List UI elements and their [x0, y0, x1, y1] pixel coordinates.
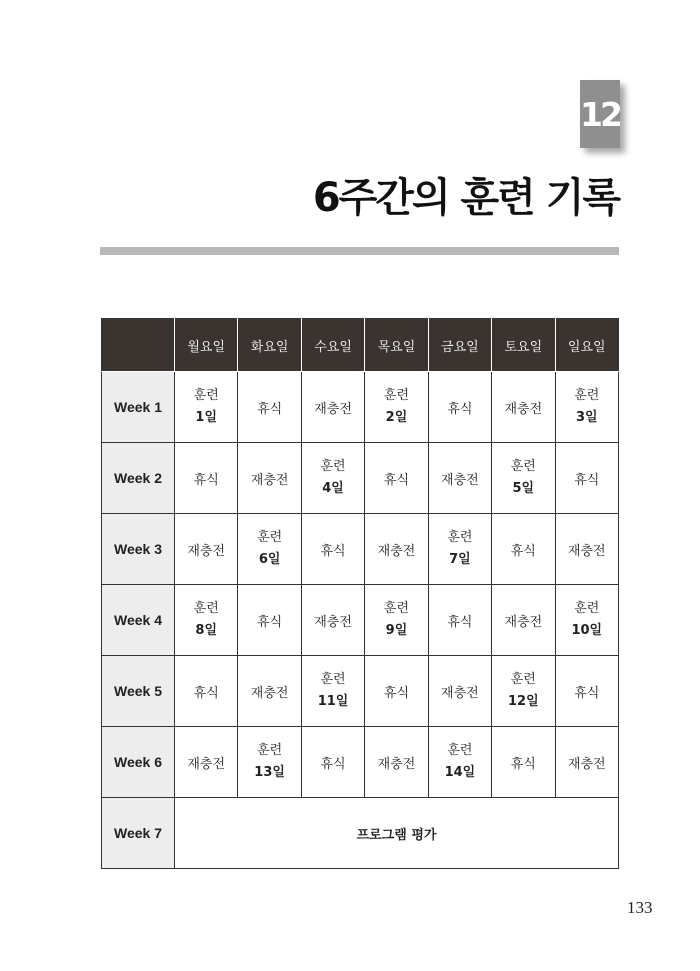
training-cell — [492, 656, 555, 727]
page-title: 6주간의 훈련 기록 — [312, 175, 619, 221]
rest-cell: 휴식 — [365, 656, 428, 727]
schedule-body — [102, 372, 619, 869]
training-label: 훈련 — [257, 530, 283, 545]
training-cell — [555, 585, 618, 656]
header-day: 수요일 — [301, 319, 364, 372]
training-day-number: 3일 — [575, 410, 598, 425]
training-label: 훈련 — [510, 672, 536, 687]
rest-cell: 휴식 — [555, 656, 618, 727]
rest-cell: 휴식 — [365, 443, 428, 514]
rest-cell: 휴식 — [492, 514, 555, 585]
training-cell — [428, 727, 491, 798]
training-label: 훈련 — [574, 601, 600, 616]
training-day-number: 5일 — [512, 481, 535, 496]
recharge-cell: 재충전 — [555, 727, 618, 798]
week-row-3 — [102, 514, 619, 585]
recharge-cell: 재충전 — [238, 443, 301, 514]
training-day-number: 11일 — [317, 694, 349, 709]
training-cell — [175, 585, 238, 656]
header-row — [102, 319, 619, 372]
recharge-cell: 재충전 — [301, 585, 364, 656]
week-label: Week 7 — [102, 798, 175, 869]
training-day-number: 13일 — [254, 765, 285, 780]
chapter-number-badge: 12 — [580, 80, 620, 148]
training-day-number: 8일 — [195, 623, 218, 638]
recharge-cell: 재충전 — [365, 727, 428, 798]
training-day-number: 4일 — [322, 481, 344, 496]
week-label: Week 2 — [102, 443, 175, 514]
training-day-number: 2일 — [385, 410, 408, 425]
training-cell — [301, 656, 364, 727]
training-day-number: 1일 — [195, 410, 218, 425]
training-label: 훈련 — [383, 388, 410, 403]
training-day-number: 9일 — [385, 623, 408, 638]
training-cell — [428, 514, 491, 585]
training-label: 훈련 — [510, 459, 536, 474]
recharge-cell: 재충전 — [365, 514, 428, 585]
week-row-5 — [102, 656, 619, 727]
training-label: 훈련 — [320, 459, 346, 474]
training-day-number: 7일 — [449, 552, 471, 567]
recharge-cell: 재충전 — [555, 514, 618, 585]
training-cell — [238, 727, 301, 798]
header-day: 토요일 — [492, 319, 555, 372]
page-number: 133 — [627, 898, 653, 917]
training-cell — [301, 443, 364, 514]
rest-cell: 휴식 — [555, 443, 618, 514]
week-label: Week 6 — [102, 727, 175, 798]
rest-cell: 휴식 — [301, 514, 364, 585]
rest-cell: 휴식 — [175, 656, 238, 727]
training-label: 훈련 — [574, 388, 600, 403]
training-day-number: 10일 — [571, 623, 603, 638]
week-row-1 — [102, 372, 619, 443]
rest-cell: 휴식 — [238, 372, 301, 443]
recharge-cell: 재충전 — [428, 443, 491, 514]
rest-cell: 휴식 — [175, 443, 238, 514]
training-label: 훈련 — [447, 530, 473, 545]
header-day: 목요일 — [365, 319, 428, 372]
recharge-cell: 재충전 — [175, 727, 238, 798]
training-cell — [492, 443, 555, 514]
recharge-cell: 재충전 — [492, 585, 555, 656]
program-evaluation-cell: 프로그램 평가 — [175, 798, 619, 869]
header-corner-cell — [102, 319, 175, 372]
week-row-6 — [102, 727, 619, 798]
recharge-cell: 재충전 — [175, 514, 238, 585]
header-day: 화요일 — [238, 319, 301, 372]
training-cell — [555, 372, 618, 443]
header-day: 월요일 — [175, 319, 238, 372]
training-label: 훈련 — [447, 743, 473, 758]
recharge-cell: 재충전 — [428, 656, 491, 727]
week-label: Week 5 — [102, 656, 175, 727]
training-cell — [365, 372, 428, 443]
training-label: 훈련 — [257, 743, 283, 758]
rest-cell: 휴식 — [301, 727, 364, 798]
rest-cell: 휴식 — [492, 727, 555, 798]
training-cell — [175, 372, 238, 443]
training-label: 훈련 — [193, 388, 219, 403]
week-label: Week 1 — [102, 372, 175, 443]
header-day: 금요일 — [428, 319, 491, 372]
week-label: Week 3 — [102, 514, 175, 585]
week-row-2 — [102, 443, 619, 514]
week-label: Week 4 — [102, 585, 175, 656]
training-cell — [365, 585, 428, 656]
week-row-7 — [102, 798, 619, 869]
rest-cell: 휴식 — [428, 372, 491, 443]
recharge-cell: 재충전 — [492, 372, 555, 443]
training-day-number: 14일 — [444, 765, 476, 780]
title-divider — [100, 247, 619, 255]
recharge-cell: 재충전 — [238, 656, 301, 727]
training-cell — [238, 514, 301, 585]
training-schedule-table — [101, 318, 619, 869]
training-day-number: 6일 — [258, 552, 281, 567]
rest-cell: 휴식 — [428, 585, 491, 656]
week-row-4 — [102, 585, 619, 656]
recharge-cell: 재충전 — [301, 372, 364, 443]
training-label: 훈련 — [383, 601, 410, 616]
training-day-number: 12일 — [507, 694, 539, 709]
header-day: 일요일 — [555, 319, 618, 372]
training-label: 훈련 — [193, 601, 219, 616]
training-label: 훈련 — [320, 672, 346, 687]
rest-cell: 휴식 — [238, 585, 301, 656]
